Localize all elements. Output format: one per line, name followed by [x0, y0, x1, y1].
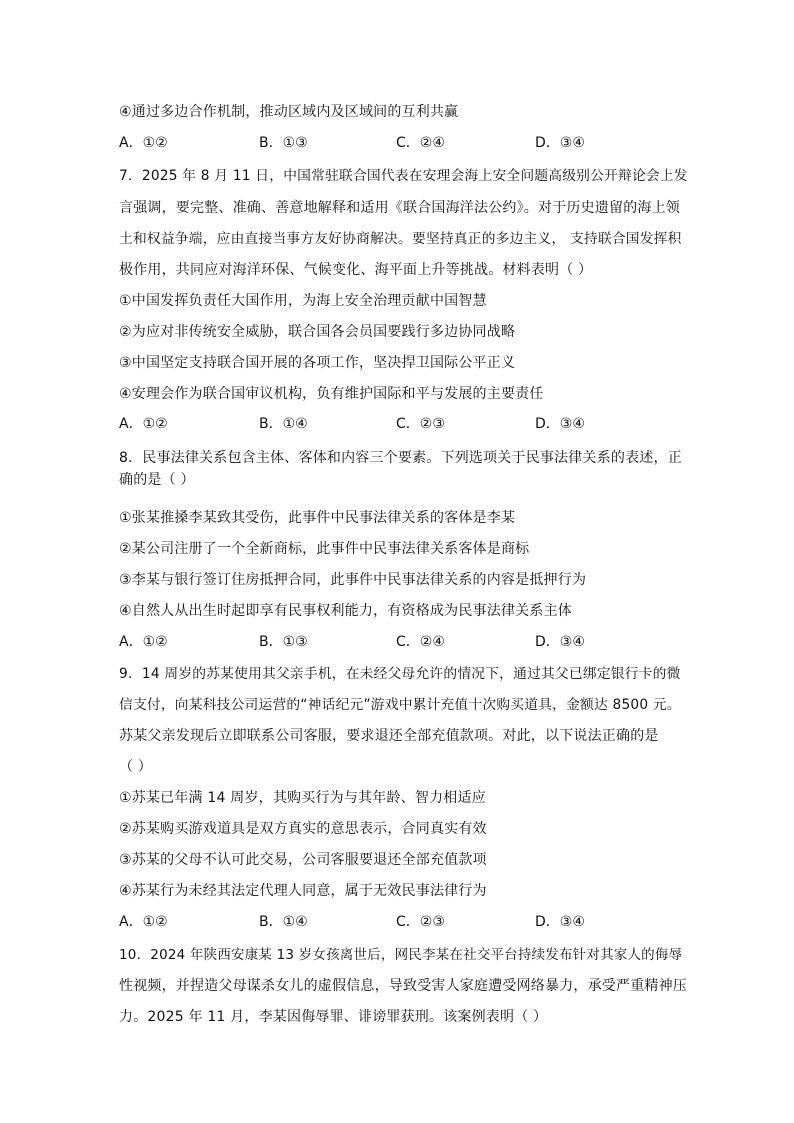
q9-item-3: ③苏某的父母不认可此交易，公司客服要退还全部充值款项: [119, 852, 487, 868]
q9-option-c: C．②③: [396, 914, 445, 930]
q9-stem-line-1: 9．14 周岁的苏某使用其父亲手机，在未经父母允许的情况下，通过其父已绑定银行卡的微: [119, 666, 681, 682]
q6-option-a: A．①②: [119, 135, 168, 151]
q10-stem-line-3: 力。2025 年 11 月，李某因侮辱罪、诽谤罪获刑。该案例表明（ ）: [119, 1009, 548, 1025]
q9-item-4: ④苏某行为未经其法定代理人同意，属于无效民事法律行为: [119, 883, 487, 899]
q8-option-a: A．①②: [119, 634, 168, 650]
q7-item-1: ①中国发挥负责任大国作用，为海上安全治理贡献中国智慧: [119, 293, 487, 309]
q8-item-4: ④自然人从出生时起即享有民事权利能力，有资格成为民事法律关系主体: [119, 603, 572, 619]
q7-stem-line-2: 言强调，要完整、准确、善意地解释和适用《联合国海洋法公约》。对于历史遗留的海上领: [119, 200, 680, 216]
q9-item-1: ①苏某已年满 14 周岁，其购买行为与其年龄、智力相适应: [119, 790, 486, 806]
q7-item-3: ③中国坚定支持联合国开展的各项工作，坚决捍卫国际公平正义: [119, 355, 516, 371]
q8-item-1: ①张某推搡李某致其受伤，此事件中民事法律关系的客体是李某: [119, 510, 516, 526]
q8-option-c: C．②④: [396, 634, 445, 650]
q7-option-c: C．②③: [396, 416, 445, 432]
q6-option-b: B．①③: [259, 135, 308, 151]
q8-options: [119, 632, 689, 652]
q7-options: [119, 414, 689, 434]
q9-stem-line-4: （ ）: [119, 759, 153, 775]
q9-item-2: ②苏某购买游戏道具是双方真实的意思表示，合同真实有效: [119, 821, 487, 837]
q9-stem-line-2: 信支付，向某科技公司运营的“神话纪元”游戏中累计充值十次购买道具，金额达 8500 元。: [119, 697, 681, 713]
q6-item-4: ④通过多边合作机制，推动区域内及区域间的互利共赢: [119, 104, 459, 120]
q10-stem-line-2: 性视频，并捏造父母谋杀女儿的虚假信息，导致受害人家庭遭受网络暴力，承受严重精神压: [119, 978, 687, 994]
q9-options: [119, 912, 689, 932]
q8-stem-line-2: 确的是（ ）: [119, 472, 195, 488]
q8-option-b: B．①③: [259, 634, 308, 650]
q9-option-b: B．①④: [259, 914, 308, 930]
q9-option-d: D．③④: [535, 914, 585, 930]
q6-option-c: C．②④: [396, 135, 445, 151]
q9-option-a: A．①②: [119, 914, 168, 930]
q7-option-a: A．①②: [119, 416, 168, 432]
q7-option-b: B．①④: [259, 416, 308, 432]
q8-item-3: ③李某与银行签订住房抵押合同，此事件中民事法律关系的内容是抵押行为: [119, 572, 587, 588]
q7-item-2: ②为应对非传统安全威胁，联合国各会员国要践行多边协同战略: [119, 324, 516, 340]
q8-stem-line-1: 8．民事法律关系包含主体、客体和内容三个要素。下列选项关于民事法律关系的表述，正: [119, 450, 682, 466]
q7-option-d: D．③④: [535, 416, 585, 432]
q7-stem-line-3: 土和权益争端，应由直接当事方友好协商解决。要坚持真正的多边主义， 支持联合国发挥积: [119, 231, 682, 247]
q6-options: [119, 133, 689, 153]
q8-item-2: ②某公司注册了一个全新商标，此事件中民事法律关系客体是商标: [119, 541, 530, 557]
q7-stem-line-1: 7．2025 年 8 月 11 日，中国常驻联合国代表在安理会海上安全问题高级别公开辩论会上发: [119, 168, 688, 184]
q7-stem-line-4: 极作用，共同应对海洋环保、气候变化、海平面上升等挑战。材料表明（ ）: [119, 262, 593, 278]
q7-item-4: ④安理会作为联合国审议机构，负有维护国际和平与发展的主要责任: [119, 386, 544, 402]
q9-stem-line-3: 苏某父亲发现后立即联系公司客服，要求退还全部充值款项。对此，以下说法正确的是: [119, 728, 659, 744]
q10-stem-line-1: 10．2024 年陕西安康某 13 岁女孩离世后，网民李某在社交平台持续发布针对其家人的侮辱: [119, 947, 683, 963]
q6-option-d: D．③④: [535, 135, 585, 151]
q8-option-d: D．③④: [535, 634, 585, 650]
